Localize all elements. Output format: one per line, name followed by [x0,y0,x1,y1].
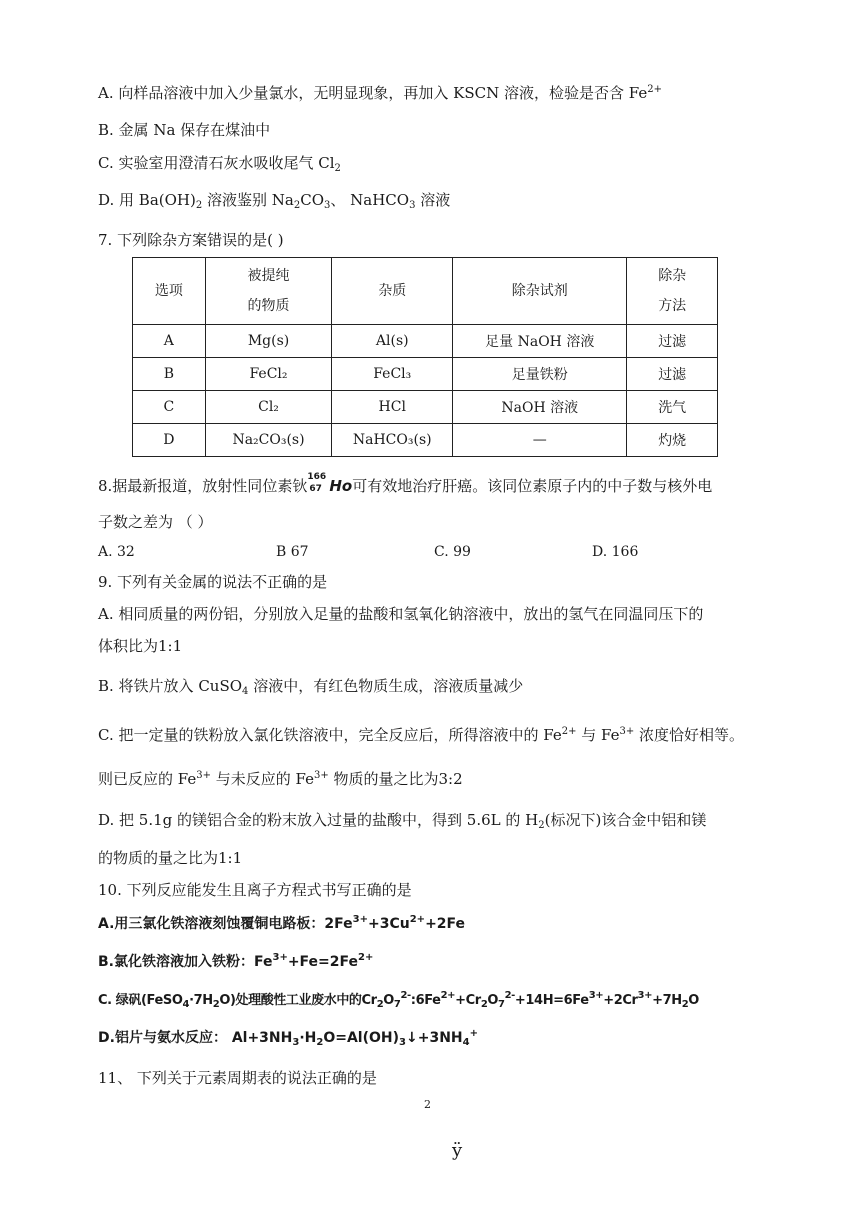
q8-option: D. 166 [592,544,639,560]
q9-option-a-line1: A. 相同质量的两份铝，分别放入足量的盐酸和氢氧化钠溶液中，放出的氢气在同温同压下的 [98,605,704,623]
mass-number: 166 [307,472,327,482]
table-header-cell: 选项 [133,258,206,325]
table-cell: — [453,424,627,457]
q8-stem-line1: 8.据最新报道，放射性同位素钬 166 67 Ho可有效地治疗肝癌。该同位素原子内的中子数与核外电 [98,472,713,495]
q9-option-a-line2: 体积比为1:1 [98,637,183,655]
table-cell: 足量 NaOH 溶液 [453,325,627,358]
table-cell: Na₂CO₃(s) [205,424,332,457]
header-line: 方法 [658,298,687,314]
table-cell: NaHCO₃(s) [332,424,453,457]
table-cell: 过滤 [627,325,718,358]
table-cell: Cl₂ [205,391,332,424]
q7-stem: 7. 下列除杂方案错误的是( ) [98,231,284,249]
q10-option-d: D.铝片与氨水反应： $Al+3NH_3\cdot H_2O=Al(OH)_3↓+3NH_4^+$ [98,1028,478,1048]
footer-mark: ÿ [452,1140,463,1161]
table-cell: C [133,391,206,424]
table-cell: D [133,424,206,457]
table-cell: FeCl₂ [205,358,332,391]
q8-stem-line2: 子数之差为 （ ） [98,513,213,531]
table-cell: HCl [332,391,453,424]
table-cell: 灼烧 [627,424,718,457]
table-header-cell [627,258,718,325]
header-line: 的物质 [247,298,290,314]
table-header-cell: 杂质 [332,258,453,325]
q6-option-c: C. 实验室用澄清石灰水吸收尾气 $Cl_2$ [98,154,341,174]
q6-option-a: A. 向样品溶液中加入少量氯水，无明显现象，再加入 KSCN 溶液，检验是否含 $Fe^{2+}$ [98,84,662,102]
table-cell: B [133,358,206,391]
table-row [133,358,718,391]
q9-option-c-line1: C. 把一定量的铁粉放入氯化铁溶液中，完全反应后，所得溶液中的 $Fe^{2+}$ 与 $Fe^{3+}$ 浓度恰好相等。 [98,726,745,744]
header-line: 除杂 [658,268,687,284]
table-row [133,391,718,424]
table-header-row [133,258,718,325]
nuclide-notation [307,472,329,496]
atomic-number: 67 [309,484,322,494]
table-cell: NaOH 溶液 [453,391,627,424]
table-cell: FeCl₃ [332,358,453,391]
table-header-cell [205,258,332,325]
table-cell: 洗气 [627,391,718,424]
q8-option: C. 99 [434,544,471,560]
table-cell: 过滤 [627,358,718,391]
table-row [133,325,718,358]
q9-option-d-line2: 的物质的量之比为1:1 [98,849,243,867]
q9-stem: 9. 下列有关金属的说法不正确的是 [98,573,328,591]
q9-option-d-line1: D. 把 5.1g 的镁铝合金的粉末放入过量的盐酸中，得到 5.6L 的 $H_2$(标况下)该合金中铝和镁 [98,811,707,831]
q10-option-a: A.用三氯化铁溶液刻蚀覆铜电路板：$2Fe^{3+}+3Cu^{2+}+2Fe$ [98,914,466,932]
q9-option-c-line2: 则已反应的 $Fe^{3+}$ 与未反应的 $Fe^{3+}$ 物质的量之比为3:2 [98,770,463,788]
q10-option-c: C. 绿矾$(FeSO_4\cdot 7H_2O)$处理酸性工业废水中的$Cr_2O_7^{2-}:6Fe^{2+}+Cr_2O_7^{2-}+14H=6Fe^{3+}+2Cr^{3+}+7H_2O$ [98,990,699,1010]
q6-option-b: B. 金属 Na 保存在煤油中 [98,121,271,139]
q10-stem: 10. 下列反应能发生且离子方程式书写正确的是 [98,881,412,899]
table-header-cell: 除杂试剂 [453,258,627,325]
table-row [133,424,718,457]
q8-option: B 67 [276,544,309,560]
header-line: 被提纯 [247,268,290,284]
table-cell: 足量铁粉 [453,358,627,391]
q7-table [132,257,718,457]
page-number: 2 [424,1098,431,1111]
q8-option: A. 32 [98,544,135,560]
table-cell: Mg(s) [205,325,332,358]
table-cell: Al(s) [332,325,453,358]
q6-option-d: D. 用 $Ba(OH)_2$ 溶液鉴别 $Na_2CO_3$、 NaHCO$_3$ 溶液 [98,191,451,211]
q9-option-b: B. 将铁片放入 CuSO$_4$ 溶液中，有红色物质生成，溶液质量减少 [98,677,524,697]
table-cell: A [133,325,206,358]
q10-option-b: B.氯化铁溶液加入铁粉：$Fe^{3+}+Fe=2Fe^{2+}$ [98,952,374,970]
q11-stem: 11、 下列关于元素周期表的说法正确的是 [98,1069,377,1087]
